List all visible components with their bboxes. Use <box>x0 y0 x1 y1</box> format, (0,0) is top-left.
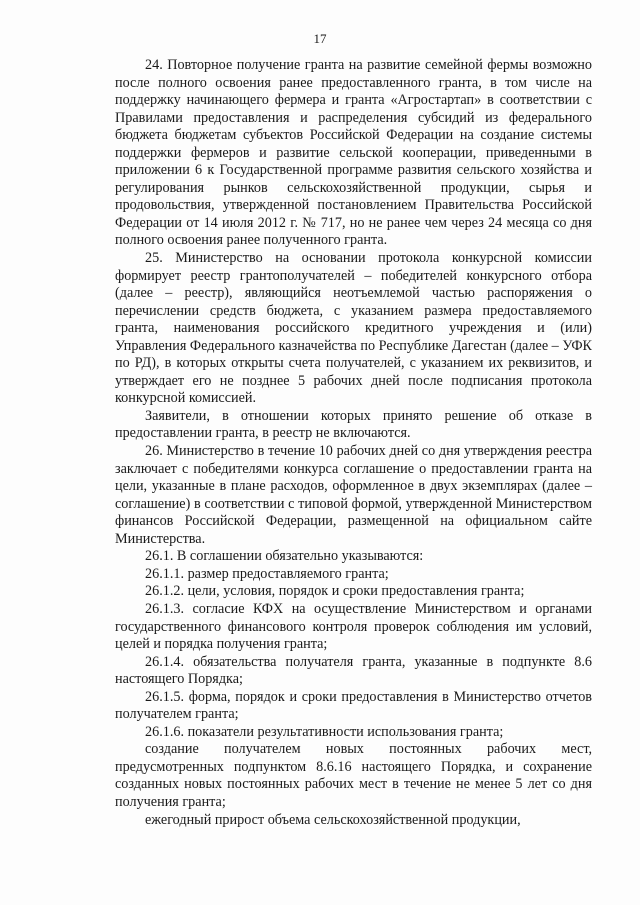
paragraph-24: 24. Повторное получение гранта на развитие семейной фермы возможно после полного освоения ранее предоставленного гранта, в том числе на поддержку начинающего фермера и гранта «Агростартап» в соответствии с Правилами предоставления и распределения субсидий из федерального бюджета бюджетам субъектов Российской Федерации на создание системы поддержки фермеров и развитие сельской кооперации, приведенными в приложении 6 к Государственной программе развития сельского хозяйства и регулирования рынков сельскохозяйственной продукции, сырья и продовольствия, утвержденной постановлением Правительства Российской Федерации от 14 июля 2012 г. № 717, но не ранее чем через 24 месяца со дня полного освоения ранее полученного гранта. <box>115 57 592 249</box>
paragraph-26-1-4: 26.1.4. обязательства получателя гранта, указанные в подпункте 8.6 настоящего Порядка; <box>115 653 592 688</box>
paragraph-production-growth: ежегодный прирост объема сельскохозяйственной продукции, <box>145 811 521 828</box>
paragraph-26-1-1: 26.1.1. размер предоставляемого гранта; <box>145 565 389 582</box>
paragraph-25-refusal-note: Заявители, в отношении которых принято решение об отказе в предоставлении гранта, в реестр не включаются. <box>115 407 592 442</box>
paragraph-jobs-indicator: создание получателем новых постоянных рабочих мест, предусмотренных подпунктом 8.6.16 настоящего Порядка, и сохранение созданных новых постоянных рабочих мест в течение не менее 5 лет со дня получения гранта; <box>115 741 592 810</box>
paragraph-26-1-6: 26.1.6. показатели результативности использования гранта; <box>145 723 504 740</box>
page-body <box>115 57 592 829</box>
paragraph-26: 26. Министерство в течение 10 рабочих дней со дня утверждения реестра заключает с победителями конкурса соглашение о предоставлении гранта на цели, указанные в плане расходов, оформленное в двух экземплярах (далее – соглашение) в соответствии с типовой формой, утвержденной Министерством финансов Российской Федерации, размещенной на официальном сайте Министерства. <box>115 443 592 547</box>
paragraph-26-1-2: 26.1.2. цели, условия, порядок и сроки предоставления гранта; <box>145 583 525 600</box>
page-number: 17 <box>313 31 327 46</box>
paragraph-26-1-3: 26.1.3. согласие КФХ на осуществление Министерством и органами государственного финансового контроля проверок соблюдения им условий, целей и порядка получения гранта; <box>115 600 592 653</box>
paragraph-26-1-5: 26.1.5. форма, порядок и сроки предоставления в Министерство отчетов получателем гранта; <box>115 688 592 723</box>
paragraph-26-1: 26.1. В соглашении обязательно указываются: <box>145 548 424 565</box>
paragraph-25: 25. Министерство на основании протокола конкурсной комиссии формирует реестр грантополучателей – победителей конкурсного отбора (далее – реестр), являющийся неотъемлемой частью распоряжения о перечислении средств бюджета, с указанием размера предоставляемого гранта, наименования российского кредитного учреждения и (или) Управления Федерального казначейства по Республике Дагестан (далее – УФК по РД), в которых открыты счета получателей, с указанием их реквизитов, и утверждает его не позднее 5 рабочих дней после подписания протокола конкурсной комиссией. <box>115 250 592 407</box>
